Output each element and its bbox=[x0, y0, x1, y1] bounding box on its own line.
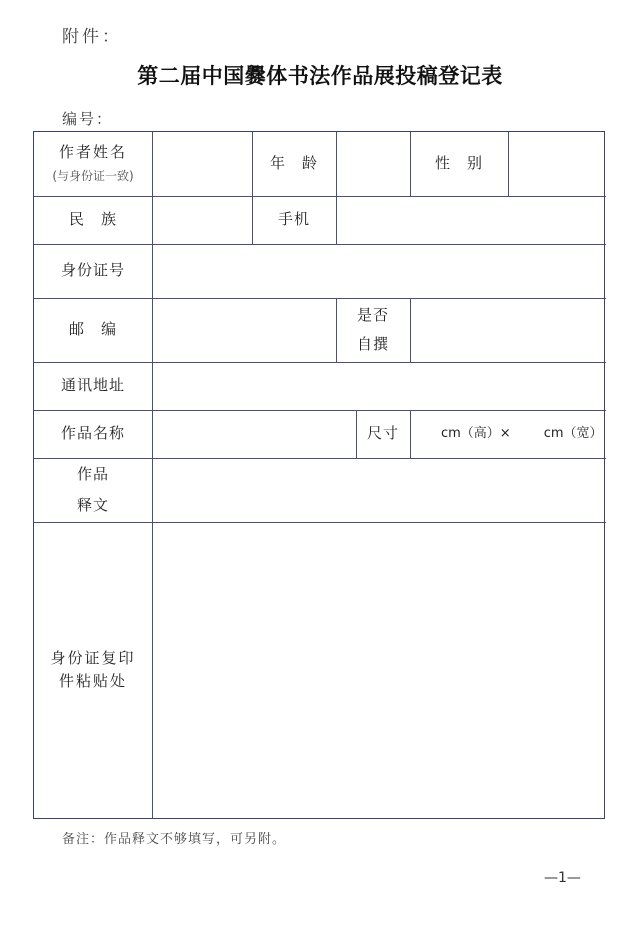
work-title-label: 作品名称 bbox=[60, 424, 125, 443]
phone-label: 手机 bbox=[277, 210, 310, 229]
author-name-label: 作者姓名 bbox=[58, 143, 127, 162]
phone-field[interactable] bbox=[336, 196, 606, 244]
gender-label: 性 别 bbox=[434, 154, 483, 173]
work-title-field[interactable] bbox=[152, 410, 356, 458]
age-label: 年 龄 bbox=[269, 154, 318, 173]
id-copy-paste-area[interactable] bbox=[152, 522, 606, 818]
postcode-field[interactable] bbox=[152, 298, 336, 362]
ethnicity-field[interactable] bbox=[152, 196, 252, 244]
author-name-sublabel: (与身份证一致) bbox=[52, 168, 134, 183]
attachment-label: 附件： bbox=[62, 27, 122, 47]
size-width-unit: cm（宽） bbox=[543, 425, 603, 441]
id-copy-label-line2: 件粘贴处 bbox=[58, 672, 127, 690]
address-label: 通讯地址 bbox=[60, 376, 125, 395]
page-number: —1— bbox=[544, 870, 581, 886]
transcription-label-cell bbox=[34, 458, 152, 522]
form-title: 第二届中国爨体书法作品展投稿登记表 bbox=[137, 63, 503, 88]
transcription-field[interactable] bbox=[152, 458, 606, 522]
self-written-field[interactable] bbox=[410, 298, 606, 362]
registration-form-table bbox=[33, 131, 605, 819]
id-copy-label-line1: 身份证复印 bbox=[50, 648, 136, 667]
footer-note: 备注：作品释文不够填写，可另附。 bbox=[62, 832, 287, 847]
transcription-label-line1: 作品 bbox=[76, 464, 109, 483]
self-written-label-line1: 是否 bbox=[356, 305, 389, 324]
size-height-unit: cm（高）× bbox=[441, 425, 511, 441]
author-name-label-cell bbox=[34, 132, 152, 196]
self-written-label-line2: 自撰 bbox=[356, 335, 389, 353]
size-label: 尺寸 bbox=[366, 424, 399, 443]
transcription-label-line2: 释文 bbox=[76, 496, 109, 514]
id-copy-label-cell bbox=[34, 522, 152, 818]
gender-field[interactable] bbox=[508, 132, 606, 196]
id-number-field[interactable] bbox=[152, 244, 606, 298]
serial-number-label: 编号： bbox=[62, 110, 114, 128]
ethnicity-label: 民 族 bbox=[68, 210, 117, 229]
size-field[interactable] bbox=[410, 410, 606, 458]
address-field[interactable] bbox=[152, 362, 606, 410]
self-written-label-cell bbox=[336, 298, 410, 362]
author-name-field[interactable] bbox=[152, 132, 252, 196]
id-number-label: 身份证号 bbox=[60, 261, 125, 280]
postcode-label: 邮 编 bbox=[68, 320, 117, 339]
age-field[interactable] bbox=[336, 132, 410, 196]
